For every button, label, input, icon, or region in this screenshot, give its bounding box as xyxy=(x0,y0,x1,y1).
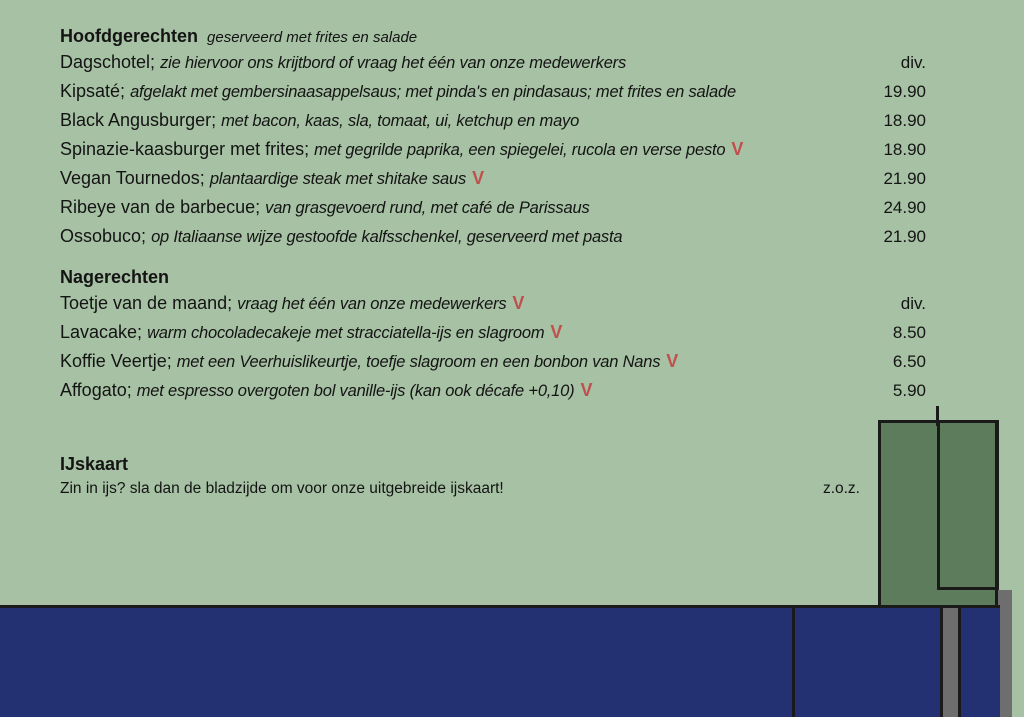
menu-item xyxy=(60,48,926,77)
menu-item-price: div. xyxy=(900,294,926,313)
vegetarian-mark: V xyxy=(666,351,679,371)
section-gap xyxy=(60,251,926,265)
menu-item-description: plantaardige steak met shitake saus xyxy=(209,170,467,188)
menu-item-price: 24.90 xyxy=(883,198,926,217)
desserts-heading xyxy=(60,265,926,289)
menu-item-name: Koffie Veertje; xyxy=(60,351,172,371)
menu-item-text xyxy=(60,77,736,107)
menu-item-text xyxy=(60,193,590,223)
menu-item-name: Black Angusburger; xyxy=(60,110,217,130)
menu-item-name: Lavacake; xyxy=(60,322,143,342)
menu-item-description: zie hiervoor ons krijtbord of vraag het één van onze medewerkers xyxy=(160,54,627,72)
deco-vertical-line xyxy=(936,406,939,426)
menu-item-text xyxy=(60,48,626,78)
menu-item-price: div. xyxy=(900,53,926,72)
deco-navy-right xyxy=(958,605,1000,717)
menu-item-description: warm chocoladecakeje met stracciatella-ijs en slagroom xyxy=(147,324,545,342)
deco-navy-main xyxy=(0,605,794,717)
vegetarian-mark: V xyxy=(512,293,525,313)
menu-item-name: Dagschotel; xyxy=(60,52,156,72)
menu-item-name: Spinazie-kaasburger met frites; xyxy=(60,139,310,159)
deco-navy-mid xyxy=(792,605,942,717)
menu-item-price: 19.90 xyxy=(883,82,926,101)
menu-item-price: 8.50 xyxy=(892,323,926,342)
ice-note: z.o.z. xyxy=(822,480,860,497)
desserts-list xyxy=(60,289,926,405)
menu-item-description: met bacon, kaas, sla, tomaat, ui, ketchup en mayo xyxy=(221,112,580,130)
menu-item-text xyxy=(60,376,592,406)
menu-item xyxy=(60,164,926,193)
menu-item xyxy=(60,289,926,318)
deco-grey-strip xyxy=(940,605,958,717)
menu-item-description: afgelakt met gembersinaasappelsaus; met pinda's en pindasaus; met frites en salade xyxy=(130,83,736,101)
menu-item-text xyxy=(60,222,622,252)
menu-item-name: Ribeye van de barbecue; xyxy=(60,197,261,217)
ice-row xyxy=(60,480,860,498)
menu-item-description: vraag het één van onze medewerkers xyxy=(237,295,507,313)
menu-item-text xyxy=(60,164,484,194)
menu-item-price: 21.90 xyxy=(883,227,926,246)
menu-item xyxy=(60,318,926,347)
menu-item-text xyxy=(60,106,579,136)
menu xyxy=(60,24,926,405)
menu-item-description: met een Veerhuislikeurtje, toefje slagroom en een bonbon van Nans xyxy=(176,353,661,371)
menu-item xyxy=(60,347,926,376)
mains-heading xyxy=(60,24,926,48)
deco-outline-frame xyxy=(937,420,999,590)
menu-item-name: Toetje van de maand; xyxy=(60,293,233,313)
deco-grey-edge xyxy=(998,590,1012,717)
menu-item-name: Kipsaté; xyxy=(60,81,126,101)
menu-item-text xyxy=(60,318,562,348)
menu-item-price: 5.90 xyxy=(892,381,926,400)
desserts-title: Nagerechten xyxy=(60,267,170,287)
ice-title: IJskaart xyxy=(60,454,129,474)
ice-text: Zin in ijs? sla dan de bladzijde om voor onze uitgebreide ijskaart! xyxy=(60,480,504,497)
menu-item xyxy=(60,77,926,106)
menu-item-description: op Italiaanse wijze gestoofde kalfsschenkel, geserveerd met pasta xyxy=(151,228,623,246)
menu-item xyxy=(60,376,926,405)
mains-title: Hoofdgerechten xyxy=(60,26,199,46)
menu-item-text xyxy=(60,135,743,165)
menu-item-price: 18.90 xyxy=(883,140,926,159)
menu-item-price: 6.50 xyxy=(892,352,926,371)
menu-item xyxy=(60,135,926,164)
vegetarian-mark: V xyxy=(580,380,593,400)
menu-item-description: met espresso overgoten bol vanille-ijs (kan ook décafe +0,10) xyxy=(136,382,575,400)
menu-item-description: met gegrilde paprika, een spiegelei, rucola en verse pesto xyxy=(314,141,726,159)
menu-item xyxy=(60,222,926,251)
menu-item-text xyxy=(60,289,524,319)
menu-item-price: 18.90 xyxy=(883,111,926,130)
mains-subtitle: geserveerd met frites en salade xyxy=(207,29,418,46)
menu-item-name: Affogato; xyxy=(60,380,132,400)
vegetarian-mark: V xyxy=(472,168,485,188)
mains-list xyxy=(60,48,926,251)
vegetarian-mark: V xyxy=(731,139,744,159)
vegetarian-mark: V xyxy=(550,322,563,342)
menu-item-name: Ossobuco; xyxy=(60,226,147,246)
ice-section xyxy=(60,452,860,498)
menu-item-description: van grasgevoerd rund, met café de Parissaus xyxy=(265,199,590,217)
menu-item xyxy=(60,193,926,222)
menu-item-name: Vegan Tournedos; xyxy=(60,168,205,188)
menu-item xyxy=(60,106,926,135)
menu-item-price: 21.90 xyxy=(883,169,926,188)
menu-item-text xyxy=(60,347,678,377)
